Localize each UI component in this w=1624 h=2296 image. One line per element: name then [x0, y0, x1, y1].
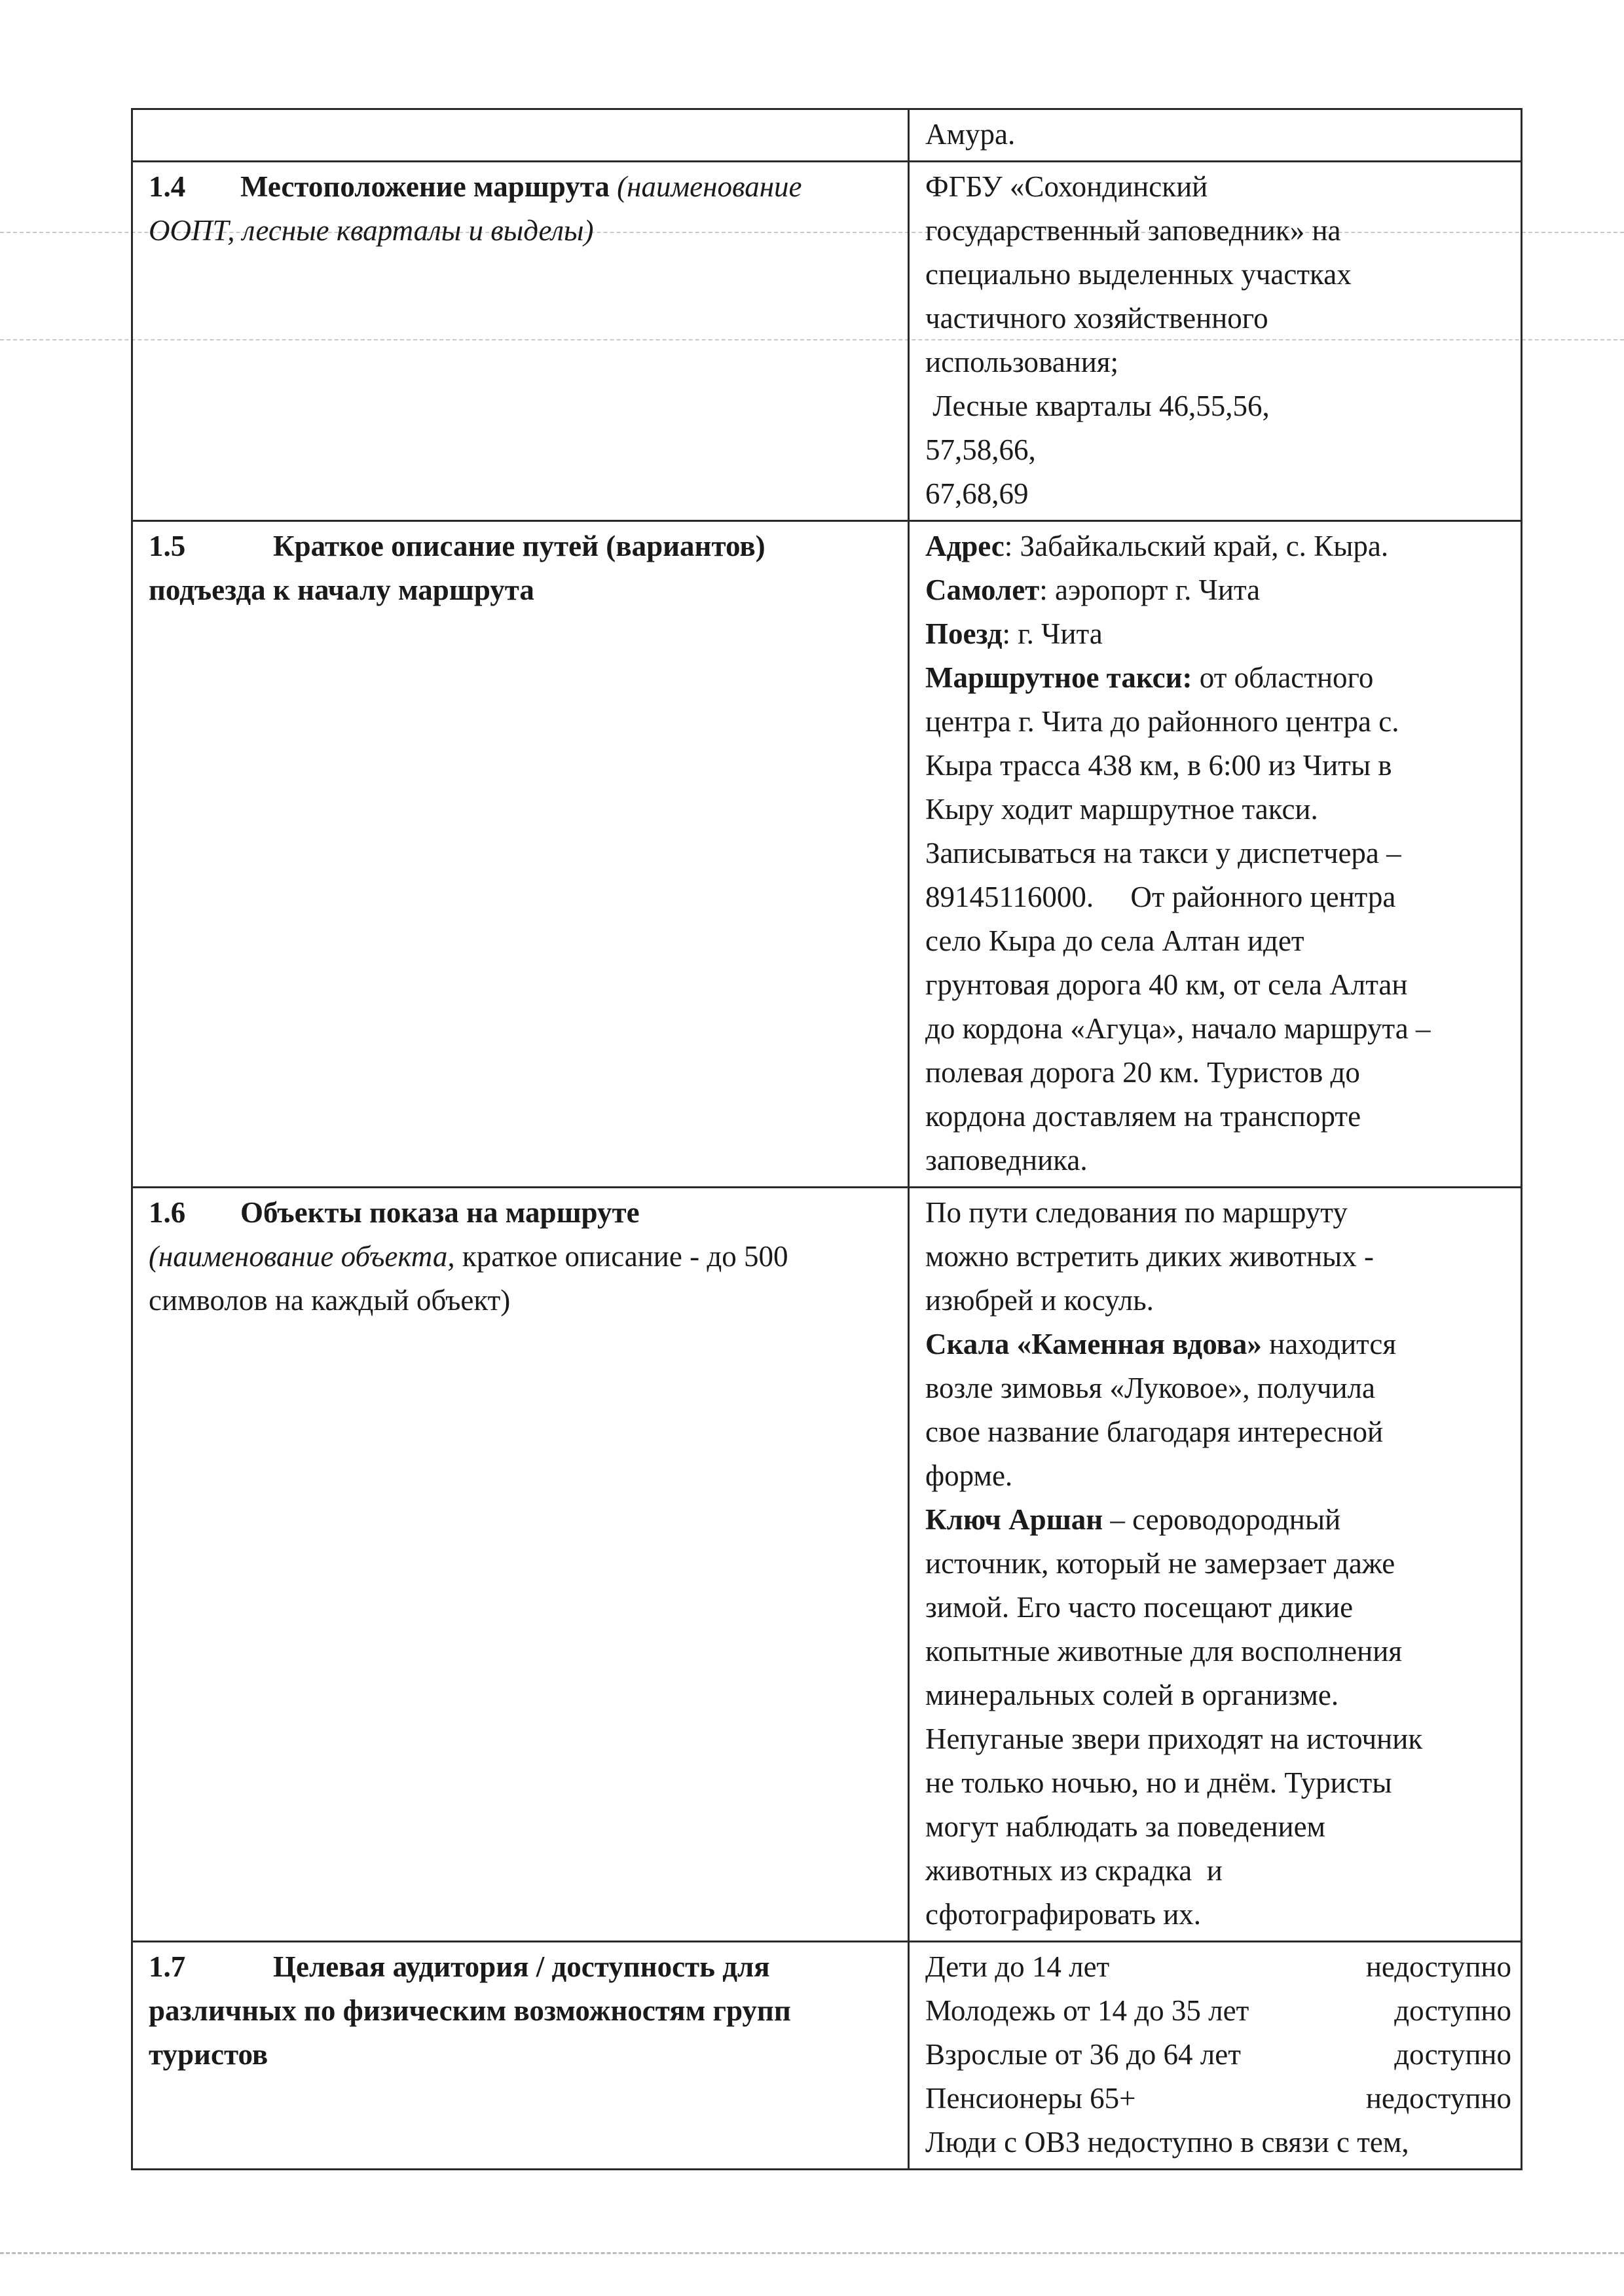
audience-row: Пенсионеры 65+ недоступно [925, 2082, 1511, 2115]
item-title: Местоположение маршрута [240, 170, 610, 203]
cell-audience-value [909, 1942, 1522, 2170]
object-name: Скала «Каменная вдова» [925, 1328, 1262, 1360]
item-number: 1.6 [149, 1196, 186, 1229]
cell-location-label [132, 162, 909, 521]
cell-empty [132, 109, 909, 162]
item-title-line2: подъезда к началу маршрута [149, 574, 534, 606]
item-number: 1.5 [149, 530, 186, 562]
item-title: Целевая аудитория / доступность для [273, 1950, 770, 1983]
cell-access-label [132, 521, 909, 1188]
audience-ovz: Люди с ОВЗ недоступно в связи с тем, [925, 2126, 1409, 2159]
cell-objects-label: 1.6 Объекты показа на маршруте (наименование объекта, краткое описание - до 500 символов на каждый объект) [132, 1188, 909, 1942]
route-passport-table [131, 108, 1522, 2170]
table-row-1-5 [132, 521, 1522, 1188]
cell-access-value: Адрес: Забайкальский край, с. Кыра. Самолет: аэропорт г. Чита Поезд: г. Чита Маршрутное такси: от областного центра г. Чита до районного центра с. Кыра трасса 438 км, в 6:00 из Читы в Кыру ходит маршрутное такси. Записываться на такси у диспетчера – 89145116000. От районного центра село Кыра до села Алтан идет грунтовая дорога 40 км, от села Алтан до кордона «Агуца», начало маршрута – полевая дорога 20 км. Туристов до кордона доставляем на транспорте заповедника. [909, 521, 1522, 1188]
audience-row: Дети до 14 лет недоступно [925, 1950, 1511, 1983]
table-row-1-6 [132, 1188, 1522, 1942]
item-note-line2: ООПТ, лесные кварталы и выделы) [149, 214, 594, 247]
table-row-1-7 [132, 1942, 1522, 2170]
cell-objects-value: По пути следования по маршруту можно встретить диких животных - изюбрей и косуль. Скала «Каменная вдова» находится возле зимовья «Луковое», получила свое название благодаря интересной форме. Ключ Аршан – сероводородный источник, который не замерзает даже зимой. Его часто посещают дикие копытные животные для восполнения минеральных солей в организме. Непуганые звери приходят на источник не только ночью, но и днём. Туристы могут наблюдать за поведением животных из скрадка и сфотографировать их. [909, 1188, 1522, 1942]
item-number: 1.7 [149, 1950, 186, 1983]
cell-continuation-text: Амура. [909, 109, 1522, 162]
table-row-continuation [132, 109, 1522, 162]
item-number: 1.4 [149, 170, 186, 203]
audience-row: Молодежь от 14 до 35 лет доступно [925, 1994, 1511, 2027]
cell-audience-label: 1.7 Целевая аудитория / доступность для различных по физическим возможностям групп туристов [132, 1942, 909, 2170]
cell-location-value: ФГБУ «Сохондинский государственный заповедник» на специально выделенных участках частичного хозяйственного использования; Лесные кварталы 46,55,56, 57,58,66, 67,68,69 [909, 162, 1522, 521]
item-title: Объекты показа на маршруте [240, 1196, 640, 1229]
item-note: (наименование [617, 170, 802, 203]
audience-row: Взрослые от 36 до 64 лет доступно [925, 2038, 1511, 2071]
item-title: Краткое описание путей (вариантов) [273, 530, 766, 562]
scan-artifact-line [0, 2252, 1624, 2254]
object-name: Ключ Аршан [925, 1503, 1103, 1536]
table-row-1-4 [132, 162, 1522, 521]
